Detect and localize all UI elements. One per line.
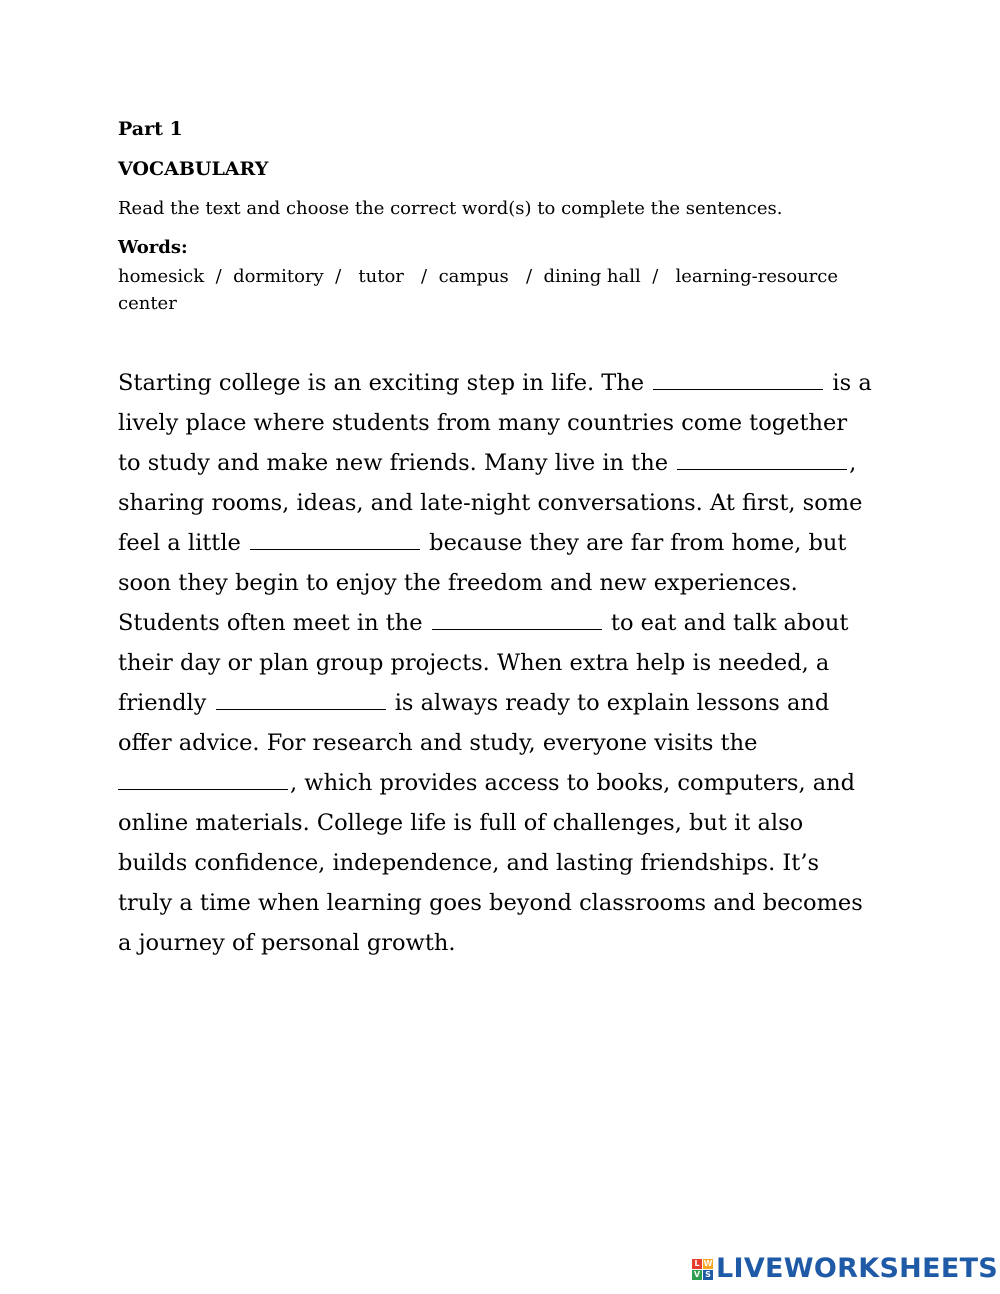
passage-line bbox=[118, 643, 888, 683]
logo-mark-cell: L bbox=[692, 1259, 702, 1269]
passage-line bbox=[118, 523, 888, 563]
word-bank: homesick / dormitory / tutor / campus / dining hall / learning-resource center bbox=[118, 266, 844, 314]
passage-line bbox=[118, 563, 888, 603]
passage-text: truly a time when learning goes beyond classrooms and becomes bbox=[118, 890, 863, 916]
blank-dormitory[interactable] bbox=[677, 445, 847, 470]
passage-text: soon they begin to enjoy the freedom and new experiences. bbox=[118, 570, 798, 596]
passage-line bbox=[118, 403, 888, 443]
passage-text: because they are far from home, but bbox=[422, 530, 847, 556]
logo-mark-cell: W bbox=[703, 1258, 713, 1268]
passage-text: to eat and talk about bbox=[603, 610, 849, 636]
passage-text: online materials. College life is full of challenges, but it also bbox=[118, 810, 804, 836]
section-title: VOCABULARY bbox=[118, 158, 269, 180]
part-title: Part 1 bbox=[118, 118, 183, 140]
passage-line bbox=[118, 803, 888, 843]
passage-text: a journey of personal growth. bbox=[118, 930, 456, 956]
passage-text: offer advice. For research and study, everyone visits the bbox=[118, 730, 758, 756]
blank-dining-hall[interactable] bbox=[432, 605, 602, 630]
passage-line bbox=[118, 763, 888, 803]
passage-line bbox=[118, 483, 888, 523]
passage-text: lively place where students from many countries come together bbox=[118, 410, 848, 436]
passage-line bbox=[118, 603, 888, 643]
instructions: Read the text and choose the correct word(s) to complete the sentences. bbox=[118, 198, 783, 219]
passage-text: to study and make new friends. Many live in the bbox=[118, 450, 676, 476]
blank-learning-resource-center[interactable] bbox=[118, 765, 288, 790]
blank-campus[interactable] bbox=[653, 365, 823, 390]
logo-mark-cell: S bbox=[703, 1270, 713, 1280]
logo-mark-icon bbox=[692, 1259, 713, 1280]
logo-text: LIVEWORKSHEETS bbox=[716, 1253, 999, 1284]
logo-mark-cell: V bbox=[693, 1269, 701, 1279]
passage-text: Students often meet in the bbox=[118, 610, 430, 636]
passage-text: their day or plan group projects. When extra help is needed, a bbox=[118, 650, 830, 676]
passage-text: feel a little bbox=[118, 530, 249, 556]
passage-text: friendly bbox=[118, 690, 214, 716]
passage-line bbox=[118, 723, 888, 763]
passage-line bbox=[118, 923, 888, 963]
passage-text: is always ready to explain lessons and bbox=[387, 690, 830, 716]
blank-tutor[interactable] bbox=[216, 685, 386, 710]
passage-text: , bbox=[849, 450, 857, 476]
passage-text: is a bbox=[825, 370, 872, 396]
passage-line bbox=[118, 883, 888, 923]
passage-line bbox=[118, 843, 888, 883]
blank-homesick[interactable] bbox=[250, 525, 420, 550]
passage-text: builds confidence, independence, and lasting friendships. It’s bbox=[118, 850, 820, 876]
passage-text: , which provides access to books, computers, and bbox=[290, 770, 856, 796]
passage-line bbox=[118, 363, 888, 403]
passage bbox=[118, 363, 888, 963]
passage-text: Starting college is an exciting step in life. The bbox=[118, 370, 652, 396]
liveworksheets-logo bbox=[692, 1254, 998, 1284]
passage-text: sharing rooms, ideas, and late-night conversations. At first, some bbox=[118, 490, 863, 516]
words-label: Words: bbox=[118, 237, 188, 258]
passage-line bbox=[118, 683, 888, 723]
passage-line bbox=[118, 443, 888, 483]
